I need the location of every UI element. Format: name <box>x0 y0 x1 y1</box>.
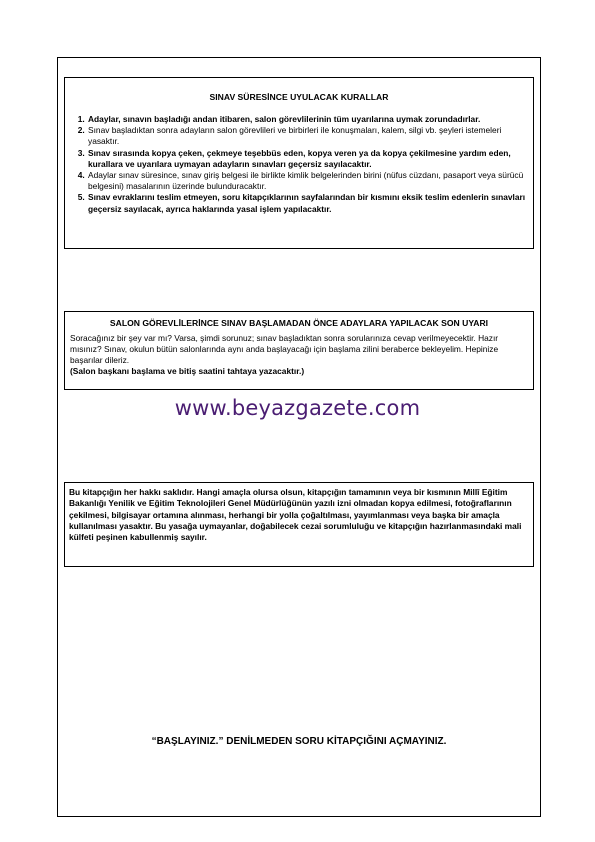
watermark-text: www.beyazgazete.com <box>174 396 421 420</box>
rule-text: Adaylar sınav süresince, sınav giriş belgesi ile birlikte kimlik belgelerinden birini (nüfus cüzdanı, pasaport veya sürücü belgesini) masalarının üzerinde bulunduracaktır. <box>88 170 524 192</box>
final-warning-title: SALON GÖREVLİLERİNCE SINAV BAŞLAMADAN ÖNCE ADAYLARA YAPILACAK SON UYARI <box>109 318 489 328</box>
exam-rules-list <box>65 114 527 215</box>
rule-text: Sınav sırasında kopya çeken, çekmeye teşebbüs eden, kopya veren ya da kopya çekilmesine yardım eden, kurallara ve uyarılara uymayan adayların sınavları geçersiz sayılacaktır. <box>88 147 511 169</box>
final-warning-note: (Salon başkanı başlama ve bitiş saatini tahtaya yazacaktır.) <box>70 366 305 376</box>
final-warning-box <box>64 311 534 390</box>
rule-text: Sınav evraklarını teslim etmeyen, soru kitapçıklarının sayfalarından bir kısmını eksik teslim edenlerin sınavları geçersiz sayılacak, ayrıca haklarında yasal işlem yapılacaktır. <box>88 192 526 214</box>
rule-item <box>87 114 527 125</box>
copyright-box <box>64 482 534 567</box>
do-not-open-instruction: “BAŞLAYINIZ.” DENİLMEDEN SORU KİTAPÇIĞINI AÇMAYINIZ. <box>151 736 447 747</box>
copyright-text: Bu kitapçığın her hakkı saklıdır. Hangi amaçla olursa olsun, kitapçığın tamamının veya bir kısmının Millî Eğitim Bakanlığı Yenilik ve Eğitim Teknolojileri Genel Müdürlüğünün yazılı izni olmadan kopya edilmesi, fotoğraflarının çekilmesi, bilgisayar ortamına alınması, herhangi bir yolla çoğaltılması, yayımlanması veya başka bir amaçla kullanılması yasaktır. Bu yasağa uymayanlar, doğabilecek cezai sorumluluğu ve kitapçığın hazırlanmasındaki mali külfeti peşinen kabullenmiş sayılır. <box>69 487 522 543</box>
rule-text: Adaylar, sınavın başladığı andan itibaren, salon görevlilerinin tüm uyarılarına uymak zorundadırlar. <box>88 114 481 124</box>
final-warning-text: Soracağınız bir şey var mı? Varsa, şimdi sorunuz; sınav başladıktan sonra sorularınıza cevap verilmeyecektir. Hazır mısınız? Sınav, okulun bütün salonlarında aynı anda başlayacağı için başlama zilini beraberce bekleyelim. Hepinize başarılar dileriz. <box>70 333 499 365</box>
rule-text: Sınav başladıktan sonra adayların salon görevlileri ve birbirleri ile konuşmaları, kalem, silgi vb. şeyleri istemeleri yasaktır. <box>88 125 502 147</box>
final-warning-body <box>65 333 533 377</box>
exam-rules-title: SINAV SÜRESİNCE UYULACAK KURALLAR <box>209 92 389 102</box>
rule-item <box>87 125 527 147</box>
exam-rules-box <box>64 77 534 249</box>
rule-item <box>87 192 527 214</box>
rule-item <box>87 148 527 170</box>
rule-item <box>87 170 527 192</box>
